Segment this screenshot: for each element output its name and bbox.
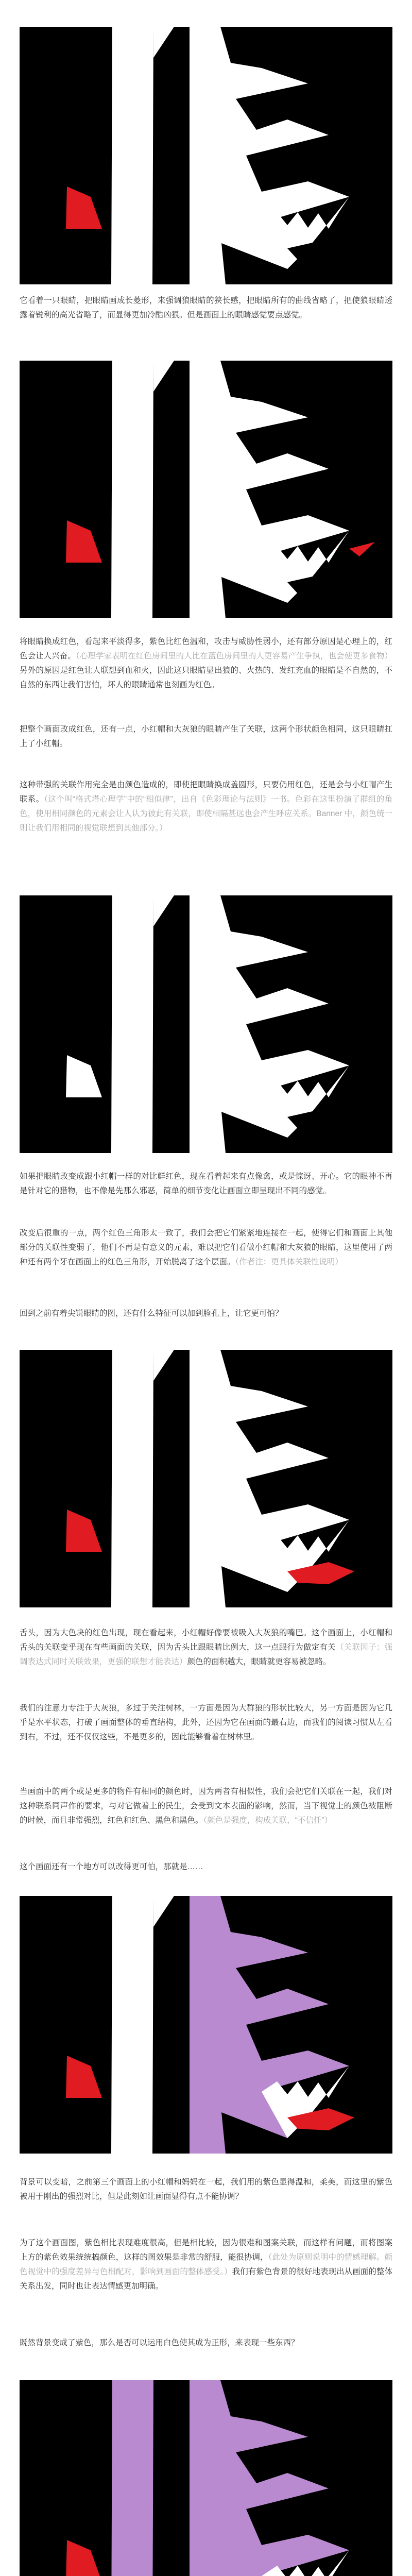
paragraph-text: 回到之前有着尖锐眼睛的图，还有什么特征可以加到脸孔上，让它更可怕？ [20,1309,283,1318]
paragraph-text: 如果把眼睛改变成跟小红帽一样的对比鲜红色，现在看着起来有点像禽，或是惊讶、开心。它的眼神不再是针对它的猎物，也不像是先那么邪恶，简单的细节变化让画面立即呈现出不同的感觉。 [20,1172,392,1195]
paragraph-text: 另外的原因是红色让人联想到血和火，因此这只眼睛显出狼的、火热的、发红充血的眼睛是不自然的，不自然的东西让我们害怕，坏人的眼睛通常也刻画为红色。 [20,666,392,689]
paragraph-text: 将眼睛换成红色，看起来平淡得多，紫色比红色温和，攻击与威胁性弱小，还有部分原因是心理上的，红色会让人兴奋。 [20,637,392,660]
paragraph [20,1860,392,1874]
wolf-illustration [20,361,392,618]
paragraph [20,294,392,323]
paragraph [20,778,392,836]
white-wedge-right [190,27,220,284]
paragraph-text: 既然背景变成了紫色，那么是否可以运用白色使其成为正形，来表现一些东西？ [20,2338,299,2347]
figure-wolf-purple [20,1896,392,2154]
figure-wolf-purple-wide [20,2380,392,2576]
paragraph-text: 我们的注意力专注于大灰狼，多过于关注树林，一方面是因为大群狼的形状比较大，另一方面是因为它几乎是水平状态，打破了画面整体的垂直结构，此外，还因为它在画面的最右边，而我们的阅读习惯从左看到右，不过，还不仅仅这些，不是更多的，因此能够看着在树林里。 [20,1704,392,1741]
paragraph-text: 我们有紫色背景的很好地表现出从画面的整体关系出发，同时也让表达情感更加明确。 [20,2267,392,2291]
paragraph [20,2175,392,2204]
paragraph-note: （此处为原则说明中的情感理解。颜色视觉中的强度差异与色相配对，影响到画面的整体感受。） [20,2253,392,2276]
paragraph-text: 这个画面还有一个地方可以改得更可怕，那就是…… [20,1862,203,1871]
white-trunk [111,27,153,284]
paragraph-note: （作者注：更具体关联性说明） [235,1258,343,1266]
paragraph-text: 把整个画面改成红色，还有一点，小红帽和大灰狼的眼睛产生了关联，这两个形状颜色相同，这只眼睛扛上了小红帽。 [20,725,392,748]
forest-left-black [20,2380,190,2576]
paragraph [20,2336,392,2350]
wolf-illustration [20,1350,392,1607]
paragraph-note: （心理学家表明在红色房间里的人比在蓝色房间里的人更容易产生争执，也会使更多食物） [76,652,392,660]
paragraph [20,1785,392,1828]
forest-left-black [20,1896,190,2154]
paragraph-text: 背景可以变暗，之前第三个画面上的小红帽和妈妈在一起，我们用的紫色显得温和，柔美，而这里的紫色被用于刚出的强烈对比，但是此刻如让画面显得有点不能协调？ [20,2178,392,2201]
paragraph [20,1626,392,1669]
white-trunk [111,1350,153,1607]
paragraph [20,635,392,692]
paragraph-text: 为了这个画面图，紫色相比表现难度很高，但是相比较，因为很难和图案关联，而这样有问题，而将图案上方的紫色效果统统搞颜色，这样的图效果是非常的舒服，能很协调， [20,2239,392,2262]
wolf-illustration [20,2380,392,2576]
purple-wedge-right [190,2380,220,2576]
paragraph-text: 当画面中的两个或是更多的物件有相同的颜色时，因为两者有相似性，我们会把它们关联在一起，我们对这种联系同声作的要求，与对它做着上的民生，会受到文本表面的影响，然而，当下视觉上的颜色被阻断的时候，而且非常强烈，红色和红色、黑色和黑色。 [20,1787,392,1825]
wolf-illustration [20,895,392,1153]
paragraph [20,1307,392,1321]
paragraph [20,1226,392,1269]
forest-left-black [20,1350,190,1607]
paragraph [20,1701,392,1744]
white-trunk [111,361,153,618]
purple-trunk [111,2380,153,2576]
white-wedge-right [190,1350,220,1607]
white-trunk [111,895,153,1153]
paragraph-text: 它看着一只眼睛，把眼睛画成长菱形，来强调狼眼睛的狭长感，把眼睛所有的曲线省略了，把使狼眼睛透露着锐利的高光省略了，而显得更加冷酷凶狠。但是画面上的眼睛感觉要点感觉。 [20,296,392,319]
white-wedge-right [190,361,220,618]
figure-wolf-white-eye [20,895,392,1153]
paragraph-note: （关联因子：强调表达式同时关联效果，更强的联想才能表达） [20,1643,392,1666]
white-trunk [111,1896,153,2154]
figure-wolf-red-tongue [20,1350,392,1607]
paragraph-note: （这个叫“格式塔心理学”中的“相似律”，出自《色彩理论与法则》一书。色彩在这里扮演了群组的角色，使用相同颜色的元素会让人认为彼此有关联，即使相隔甚远也会产生呼应关系。Banner 中，颜色统一则让我们用相同的视觉联想到其他部分。） [20,795,392,833]
forest-left-black [20,361,190,618]
figure-wolf-red-eyes [20,361,392,618]
paragraph-text: 这种带强的关联作用完全是由颜色造成的，即使把眼睛换成盖圆形，只要仍用红色，还是会与小红帽产生联系。 [20,781,392,804]
paragraph-text: 颜色的面积越大，眼睛就更容易被忽略。 [187,1657,331,1666]
purple-wedge-right [190,1896,220,2154]
paragraph-text: 改变后很重的一点，两个红色三角形太一致了，我们会把它们紧紧地连接在一起，使得它们和画面上其他部分的关联性变弱了，他们不再是有意义的元素，难以把它们看做小红帽和大灰狼的眼睛，这里使用了两种还有两个牙在画面上的红色三角形，开始脱离了这个层面。 [20,1229,392,1266]
forest-left-black [20,27,190,284]
paragraph [20,2236,392,2294]
paragraph-text: 舌头，因为大色块的红色出现，现在看起来，小红帽好像要被吸入大灰狼的嘴巴。这个画面上，小红帽和舌头的关联变乎现在有些画面的关联，因为舌头比跟眼睛比例大，这一点跟行为做定有关 [20,1629,392,1652]
paragraph-note: （颜色是强度，构成关联，“不信任”） [203,1816,333,1825]
wolf-illustration [20,27,392,284]
white-wedge-right [190,895,220,1153]
paragraph [20,1170,392,1198]
figure-wolf-basic [20,27,392,284]
paragraph [20,722,392,751]
forest-left-black [20,895,190,1153]
wolf-illustration [20,1896,392,2154]
